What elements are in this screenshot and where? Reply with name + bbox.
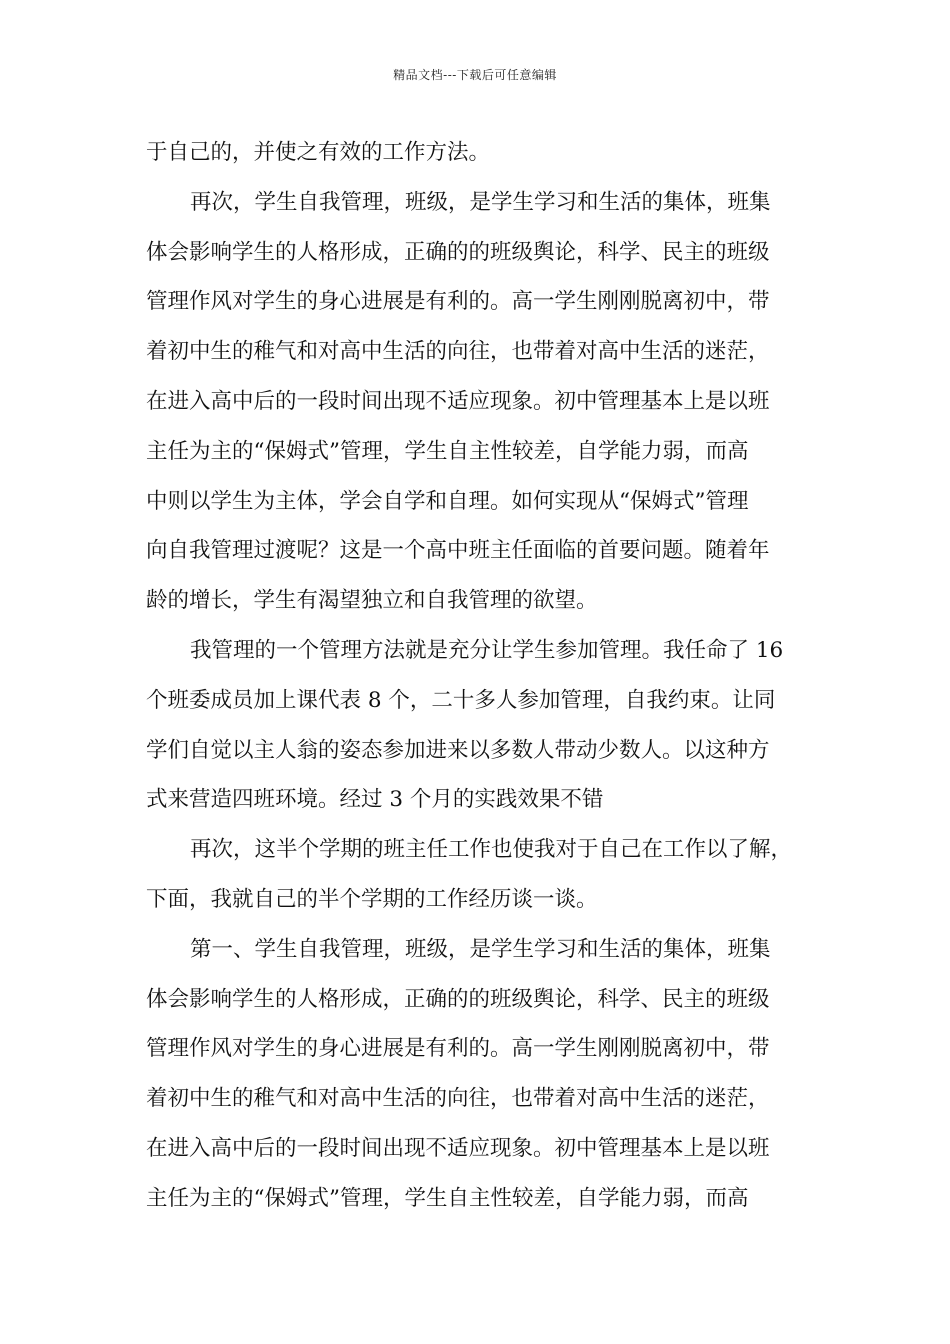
text-line: 再次，这半个学期的班主任工作也使我对于自己在工作以了解， <box>190 837 793 863</box>
page-header: 精品文档---下载后可任意编辑 <box>393 68 557 82</box>
text-line: 再次，学生自我管理，班级，是学生学习和生活的集体，班集 <box>190 189 771 215</box>
text-line: 向自我管理过渡呢？这是一个高中班主任面临的首要问题。随着年 <box>146 538 770 564</box>
text-line: 管理作风对学生的身心进展是有利的。高一学生刚刚脱离初中，带 <box>146 1036 770 1062</box>
text-line: 主任为主的“保姆式”管理，学生自主性较差，自学能力弱，而高 <box>146 1185 749 1211</box>
text-line: 在进入高中后的一段时间出现不适应现象。初中管理基本上是以班 <box>146 388 770 414</box>
text-line: 于自己的，并使之有效的工作方法。 <box>146 140 491 165</box>
text-line: 管理作风对学生的身心进展是有利的。高一学生刚刚脱离初中，带 <box>146 289 770 315</box>
text-line: 主任为主的“保姆式”管理，学生自主性较差，自学能力弱，而高 <box>146 438 749 464</box>
text-line: 体会影响学生的人格形成，正确的的班级舆论，科学、民主的班级 <box>146 239 770 265</box>
text-line: 式来营造四班环境。经过 3 个月的实践效果不错 <box>146 787 604 813</box>
text-line: 着初中生的稚气和对高中生活的向往，也带着对高中生活的迷茫， <box>146 339 770 365</box>
text-line: 下面，我就自己的半个学期的工作经历谈一谈。 <box>146 886 598 912</box>
text-line: 学们自觉以主人翁的姿态参加进来以多数人带动少数人。以这种方 <box>146 737 770 763</box>
text-line: 中则以学生为主体，学会自学和自理。如何实现从“保姆式”管理 <box>146 488 749 514</box>
text-line: 我管理的一个管理方法就是充分让学生参加管理。我任命了 16 <box>190 637 784 663</box>
text-line: 体会影响学生的人格形成，正确的的班级舆论，科学、民主的班级 <box>146 986 770 1012</box>
document-body <box>146 128 818 1224</box>
text-line: 个班委成员加上课代表 8 个，二十多人参加管理，自我约束。让同 <box>146 687 776 713</box>
text-line: 在进入高中后的一段时间出现不适应现象。初中管理基本上是以班 <box>146 1135 770 1161</box>
text-line: 着初中生的稚气和对高中生活的向往，也带着对高中生活的迷茫， <box>146 1086 770 1112</box>
text-line: 龄的增长，学生有渴望独立和自我管理的欲望。 <box>146 588 598 614</box>
text-line: 第一、学生自我管理，班级，是学生学习和生活的集体，班集 <box>190 936 771 962</box>
